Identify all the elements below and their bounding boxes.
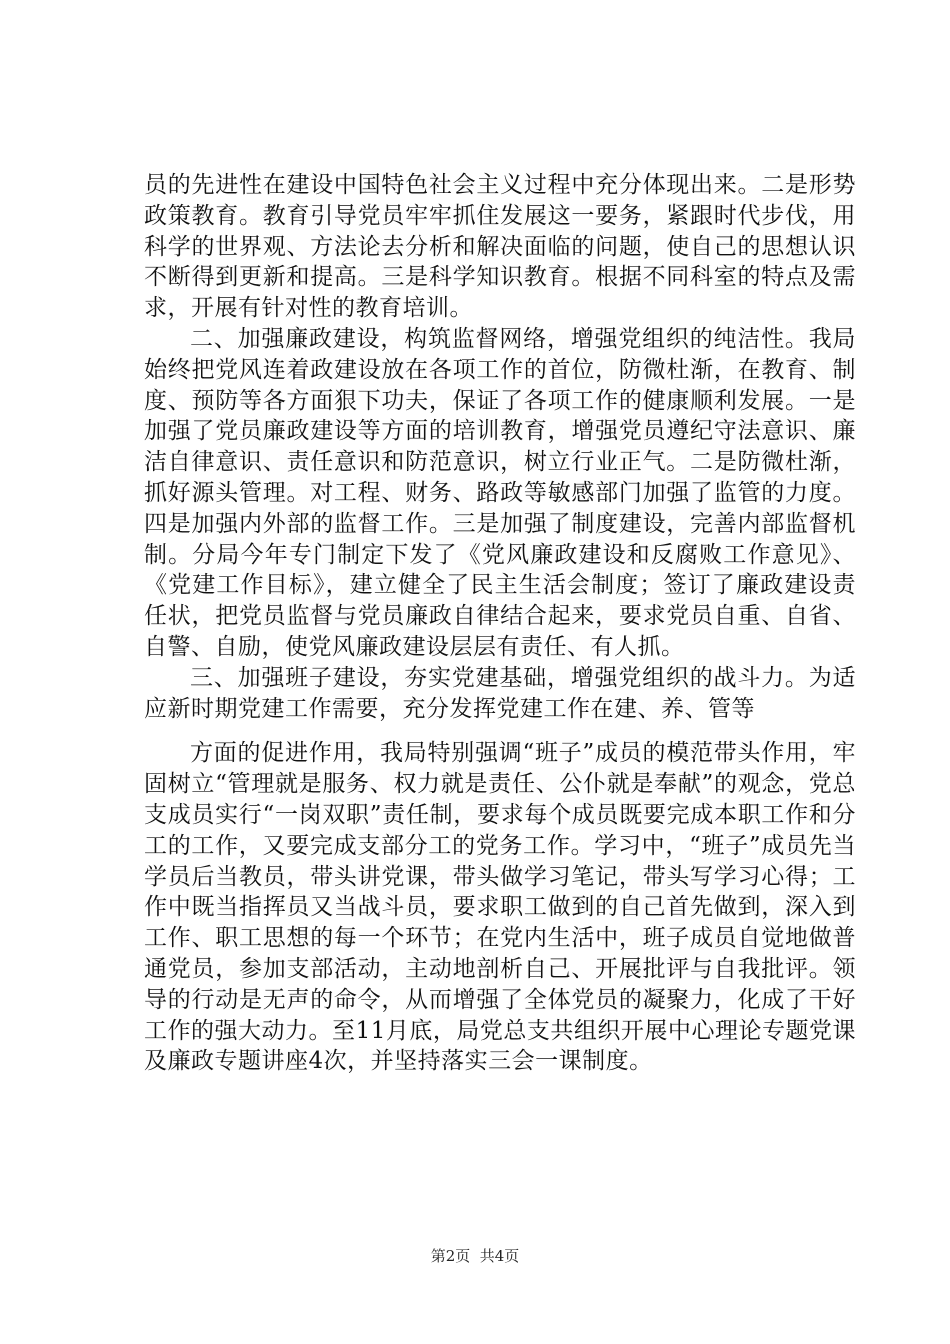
page-number-footer: 第2页 共4页 bbox=[430, 1247, 520, 1265]
document-body bbox=[144, 170, 856, 1077]
paragraph-section-three: 三、加强班子建设，夯实党建基础，增强党组织的战斗力。为适应新时期党建工作需要，充分发挥党建工作在建、养、管等 bbox=[144, 664, 856, 722]
paragraph-continuation: 员的先进性在建设中国特色社会主义过程中充分体现出来。二是形势政策教育。教育引导党员牢牢抓住发展这一要务，紧跟时代步伐，用科学的世界观、方法论去分析和解决面临的问题，使自己的思想认识不断得到更新和提高。三是科学知识教育。根据不同科室的特点及需求，开展有针对性的教育培训。 bbox=[144, 172, 856, 322]
paragraph-section-two: 二、加强廉政建设，构筑监督网络，增强党组织的纯洁性。我局始终把党风连着政建设放在各项工作的首位，防微杜渐，在教育、制度、预防等各方面狠下功夫，保证了各项工作的健康顺利发展。一是加强了党员廉政建设等方面的培训教育，增强党员遵纪守法意识、廉洁自律意识、责任意识和防范意识，树立行业正气。二是防微杜渐，抓好源头管理。对工程、财务、路政等敏感部门加强了监管的力度。四是加强内外部的监督工作。三是加强了制度建设，完善内部监督机制。分局今年专门制定下发了《党风廉政建设和反腐败工作意见》、《党建工作目标》，建立健全了民主生活会制度；签订了廉政建设责任状，把党员监督与党员廉政自律结合起来，要求党员自重、自省、自警、自励，使党风廉政建设层层有责任、有人抓。 bbox=[144, 325, 856, 660]
paragraph-section-three-continued: 方面的促进作用，我局特别强调“班子”成员的模范带头作用，牢固树立“管理就是服务、权力就是责任、公仆就是奉献”的观念，党总支成员实行“一岗双职”责任制，要求每个成员既要完成本职工作和分工的工作，又要完成支部分工的党务工作。学习中，“班子”成员先当学员后当教员，带头讲党课，带头做学习笔记，带头写学习心得；工作中既当指挥员又当战斗员，要求职工做到的自己首先做到，深入到工作、职工思想的每一个环节；在党内生活中，班子成员自觉地做普通党员，参加支部活动，主动地剖析自己、开展批评与自我批评。领导的行动是无声的命令，从而增强了全体党员的凝聚力，化成了干好工作的强大动力。至11月底，局党总支共组织开展中心理论专题党课及廉政专题讲座4次，并坚持落实三会一课制度。 bbox=[144, 740, 856, 1075]
